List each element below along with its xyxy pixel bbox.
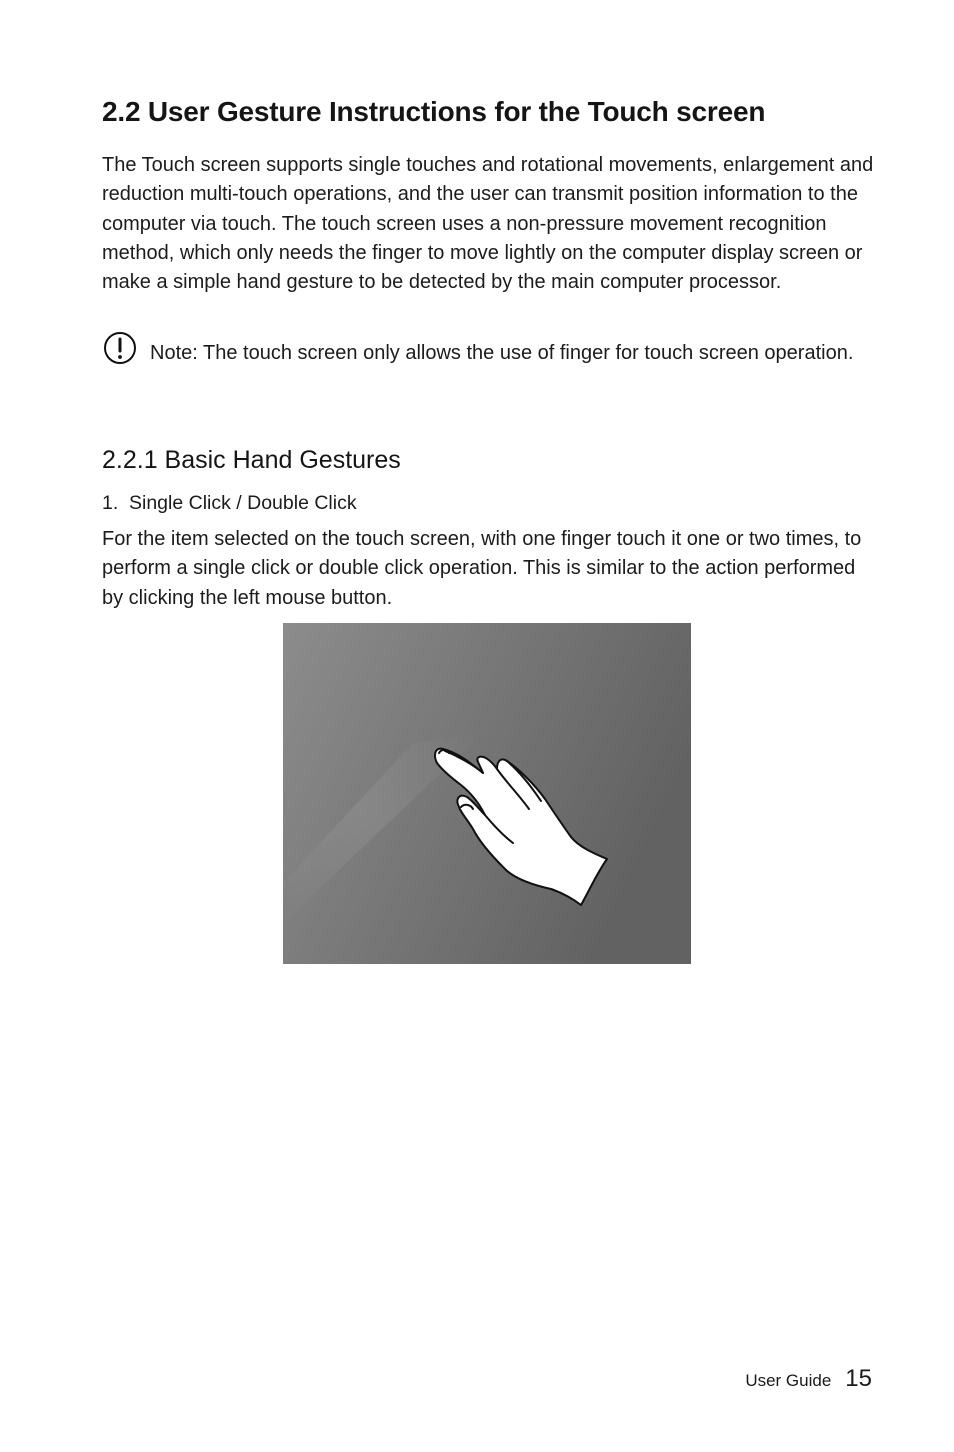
note-label: Note: (150, 342, 198, 364)
subsection-title: 2.2.1 Basic Hand Gestures (102, 446, 401, 474)
section-title: 2.2 User Gesture Instructions for the Touch screen (102, 96, 766, 127)
list-item-number: 1. (102, 492, 119, 514)
note-block (102, 332, 877, 402)
intro-paragraph: The Touch screen supports single touches and rotational movements, enlargement and reduction multi-touch operations, and the user can transmit position information to the computer via touch. The touch screen uses a non-pressure movement recognition method, which only needs the finger to move lightly on the computer display screen or make a simple hand gesture to be detected by the main computer processor. (102, 154, 874, 294)
gesture-figure (283, 623, 691, 964)
note-text (150, 339, 860, 368)
exclamation-circle-icon (102, 332, 138, 368)
page-footer (745, 1365, 872, 1393)
list-item (102, 490, 357, 517)
list-item-label: Single Click / Double Click (129, 492, 357, 514)
note-body: The touch screen only allows the use of finger for touch screen operation. (197, 342, 854, 364)
page-number: 15 (845, 1365, 872, 1392)
footer-label: User Guide (745, 1371, 832, 1390)
gesture-description: For the item selected on the touch screen, with one finger touch it one or two times, to perform a single click or double click operation. This is similar to the action performed by clicking the left mouse button. (102, 528, 862, 609)
gesture-illustration (283, 623, 691, 964)
